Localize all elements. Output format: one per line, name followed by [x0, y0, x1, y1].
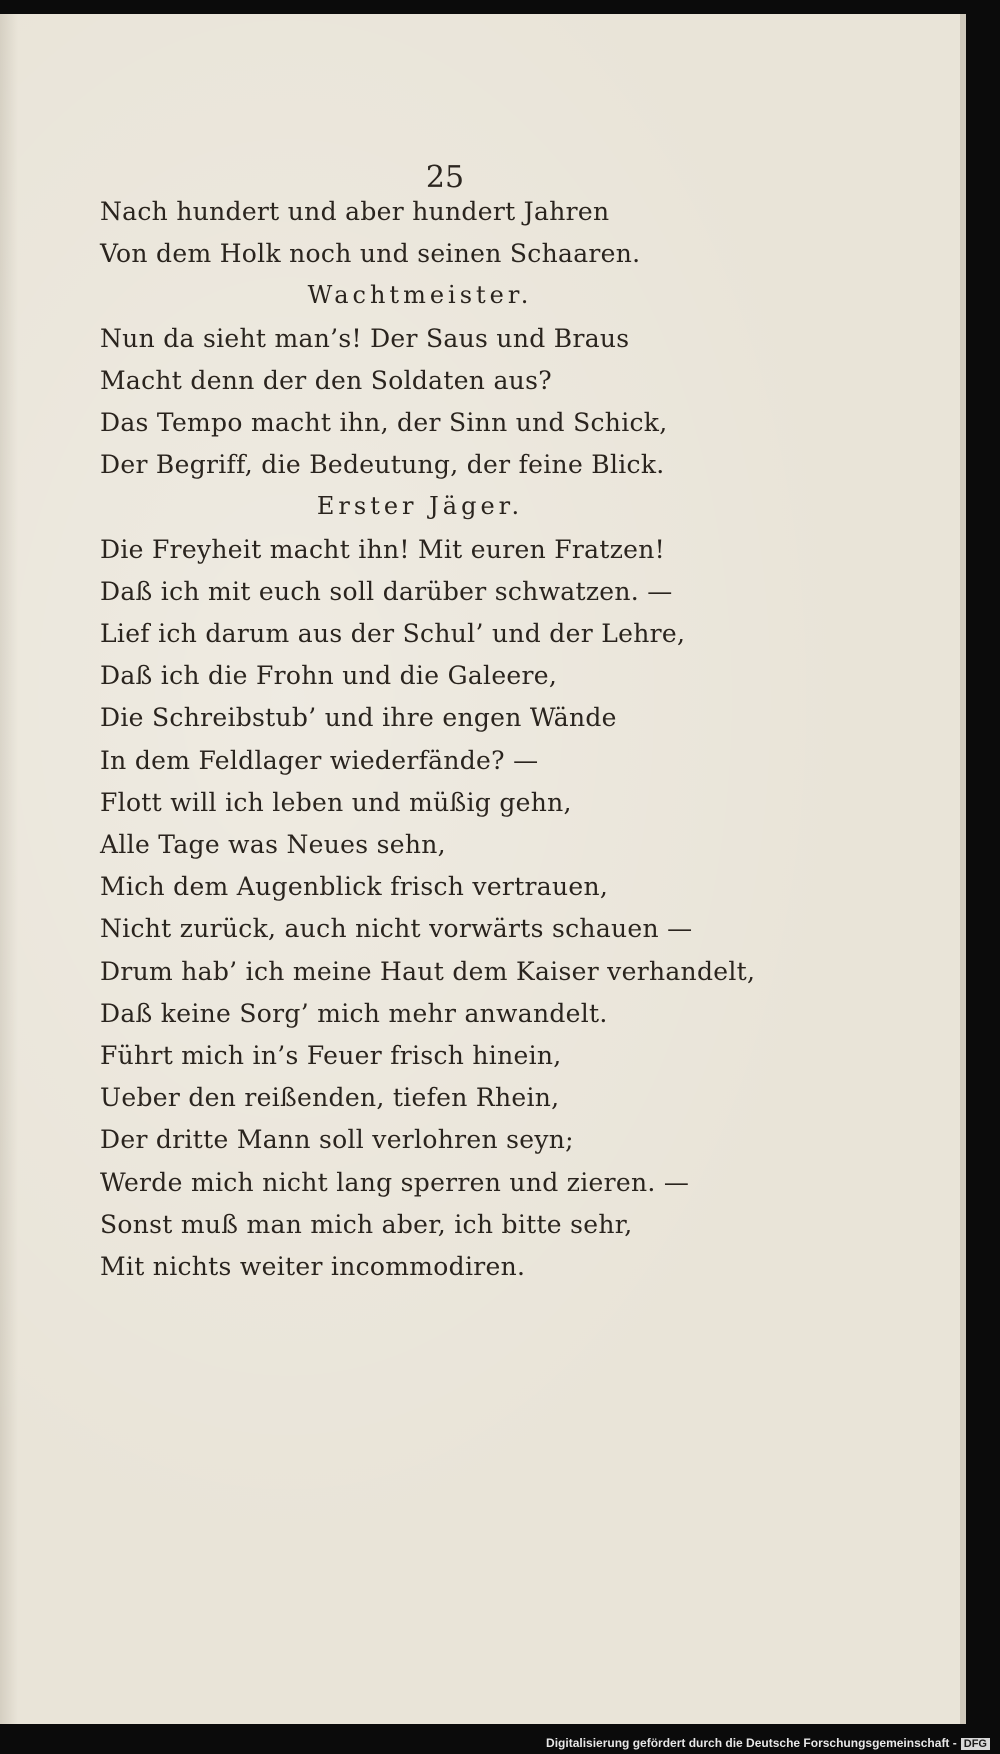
verse-line: Sonst muß man mich aber, ich bitte sehr, — [100, 1209, 633, 1239]
verse-line: In dem Feldlager wiederfände? — — [100, 745, 539, 775]
verse-line: Werde mich nicht lang sperren und zieren. — — [100, 1167, 690, 1197]
verse-line: Daß keine Sorg’ mich mehr anwandelt. — [100, 998, 608, 1028]
verse-line: Flott will ich leben und müßig gehn, — [100, 787, 572, 817]
verse-line: Nun da sieht man’s! Der Saus und Braus — [100, 323, 630, 353]
verse-line: Nicht zurück, auch nicht vorwärts schauen — — [100, 914, 693, 944]
verse-line: Macht denn der den Soldaten aus? — [100, 365, 552, 395]
book-page — [0, 14, 960, 1724]
verse-line: Die Freyheit macht ihn! Mit euren Fratzen! — [100, 534, 666, 564]
speaker-name: Erster Jäger. — [316, 492, 524, 521]
page-number: 25 — [425, 160, 465, 195]
page-edge — [960, 14, 966, 1724]
verse-line: Mit nichts weiter incommodiren. — [100, 1252, 526, 1281]
speaker-name: Wachtmeister. — [307, 281, 533, 310]
verse-line: Führt mich in’s Feuer frisch hinein, — [100, 1041, 562, 1070]
verse-line: Die Schreibstub’ und ihre engen Wände — [100, 703, 617, 733]
verse-line: Daß ich die Frohn und die Galeere, — [100, 661, 558, 691]
verse-line: Der dritte Mann soll verlohren seyn; — [100, 1125, 574, 1155]
verse-line: Von dem Holk noch und seinen Schaaren. — [100, 239, 641, 269]
credit-text: Digitalisierung gefördert durch die Deutsche Forschungsgemeinschaft - — [546, 1736, 957, 1750]
verse-line: Lief ich darum aus der Schul’ und der Lehre, — [100, 619, 686, 648]
digitization-credit — [546, 1736, 990, 1750]
verse-line: Mich dem Augenblick frisch vertrauen, — [100, 872, 609, 902]
verse-line: Nach hundert und aber hundert Jahren — [100, 197, 610, 226]
verse-line: Das Tempo macht ihn, der Sinn und Schick, — [100, 408, 668, 437]
verse-line: Der Begriff, die Bedeutung, der feine Blick. — [100, 450, 665, 480]
verse-line: Ueber den reißenden, tiefen Rhein, — [100, 1083, 560, 1113]
dfg-logo: DFG — [961, 1738, 990, 1750]
verse-line: Alle Tage was Neues sehn, — [100, 830, 446, 859]
verse-line: Drum hab’ ich meine Haut dem Kaiser verhandelt, — [100, 956, 756, 986]
verse-line: Daß ich mit euch soll darüber schwatzen. — — [100, 576, 673, 606]
